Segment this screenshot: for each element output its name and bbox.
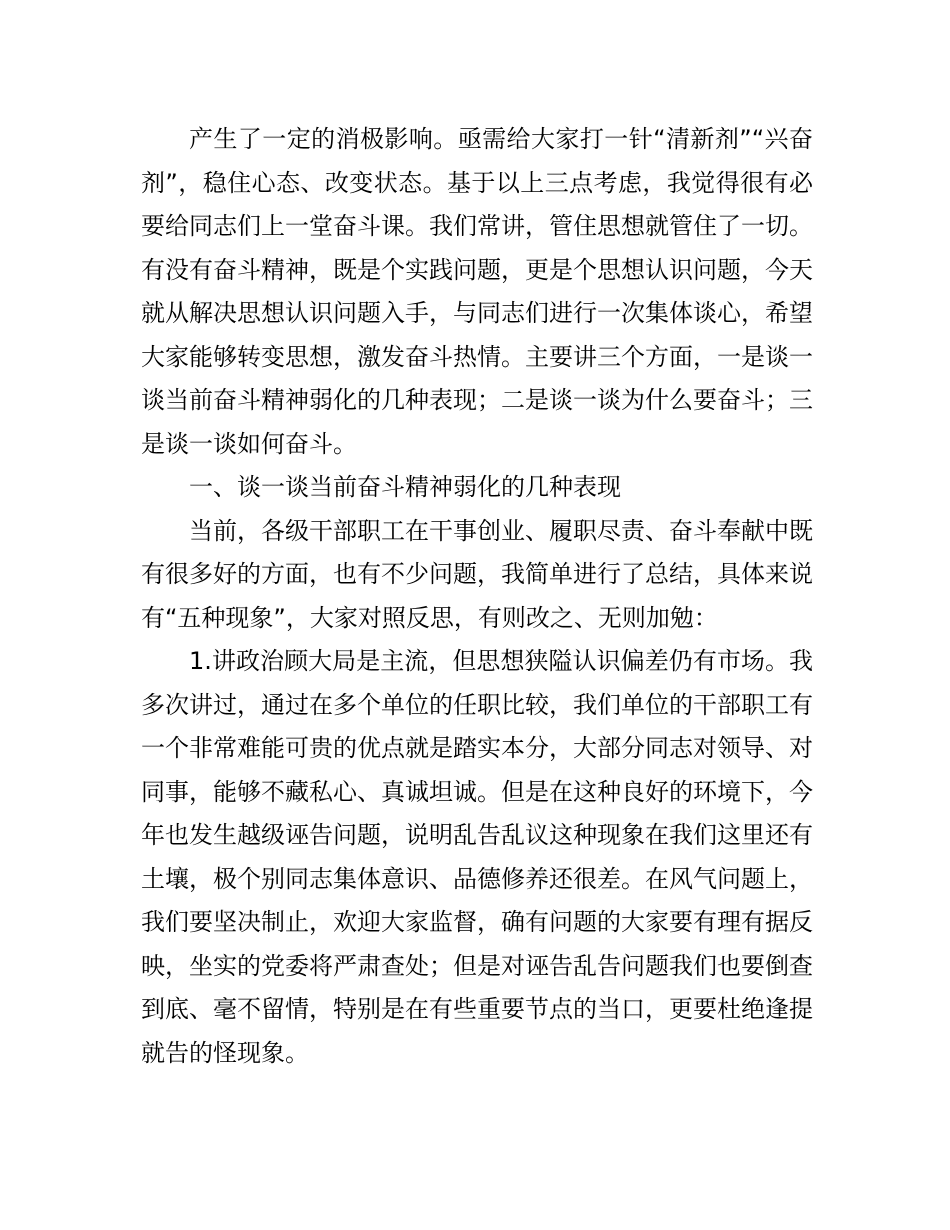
document-body: [141, 118, 813, 1075]
paragraph-intro-continued: 产生了一定的消极影响。亟需给大家打一针“清新剂”“兴奋剂”，稳住心态、改变状态。基于以上三点考虑，我觉得很有必要给同志们上一堂奋斗课。我们常讲，管住思想就管住了一切。有没有奋斗精神，既是个实践问题，更是个思想认识问题，今天就从解决思想认识问题入手，与同志们进行一次集体谈心，希望大家能够转变思想，激发奋斗热情。主要讲三个方面，一是谈一谈当前奋斗精神弱化的几种表现；二是谈一谈为什么要奋斗；三是谈一谈如何奋斗。: [141, 125, 813, 458]
paragraph-point-one: 1.讲政治顾大局是主流，但思想狭隘认识偏差仍有市场。我多次讲过，通过在多个单位的任职比较，我们单位的干部职工有一个非常难能可贵的优点就是踏实本分，大部分同志对领导、对同事，能够不藏私心、真诚坦诚。但是在这种良好的环境下，今年也发生越级诬告问题，说明乱告乱议这种现象在我们这里还有土壤，极个别同志集体意识、品德修养还很差。在风气问题上，我们要坚决制止，欢迎大家监督，确有问题的大家要有理有据反映，坐实的党委将严肃查处；但是对诬告乱告问题我们也要倒查到底、毫不留情，特别是在有些重要节点的当口，更要杜绝逢提就告的怪现象。: [141, 647, 813, 1067]
section-heading-one: 一、谈一谈当前奋斗精神弱化的几种表现: [189, 473, 621, 501]
paragraph-current-situation: 当前，各级干部职工在干事创业、履职尽责、奋斗奉献中既有很多好的方面，也有不少问题，我简单进行了总结，具体来说有“五种现象”，大家对照反思，有则改之、无则加勉：: [141, 516, 813, 632]
